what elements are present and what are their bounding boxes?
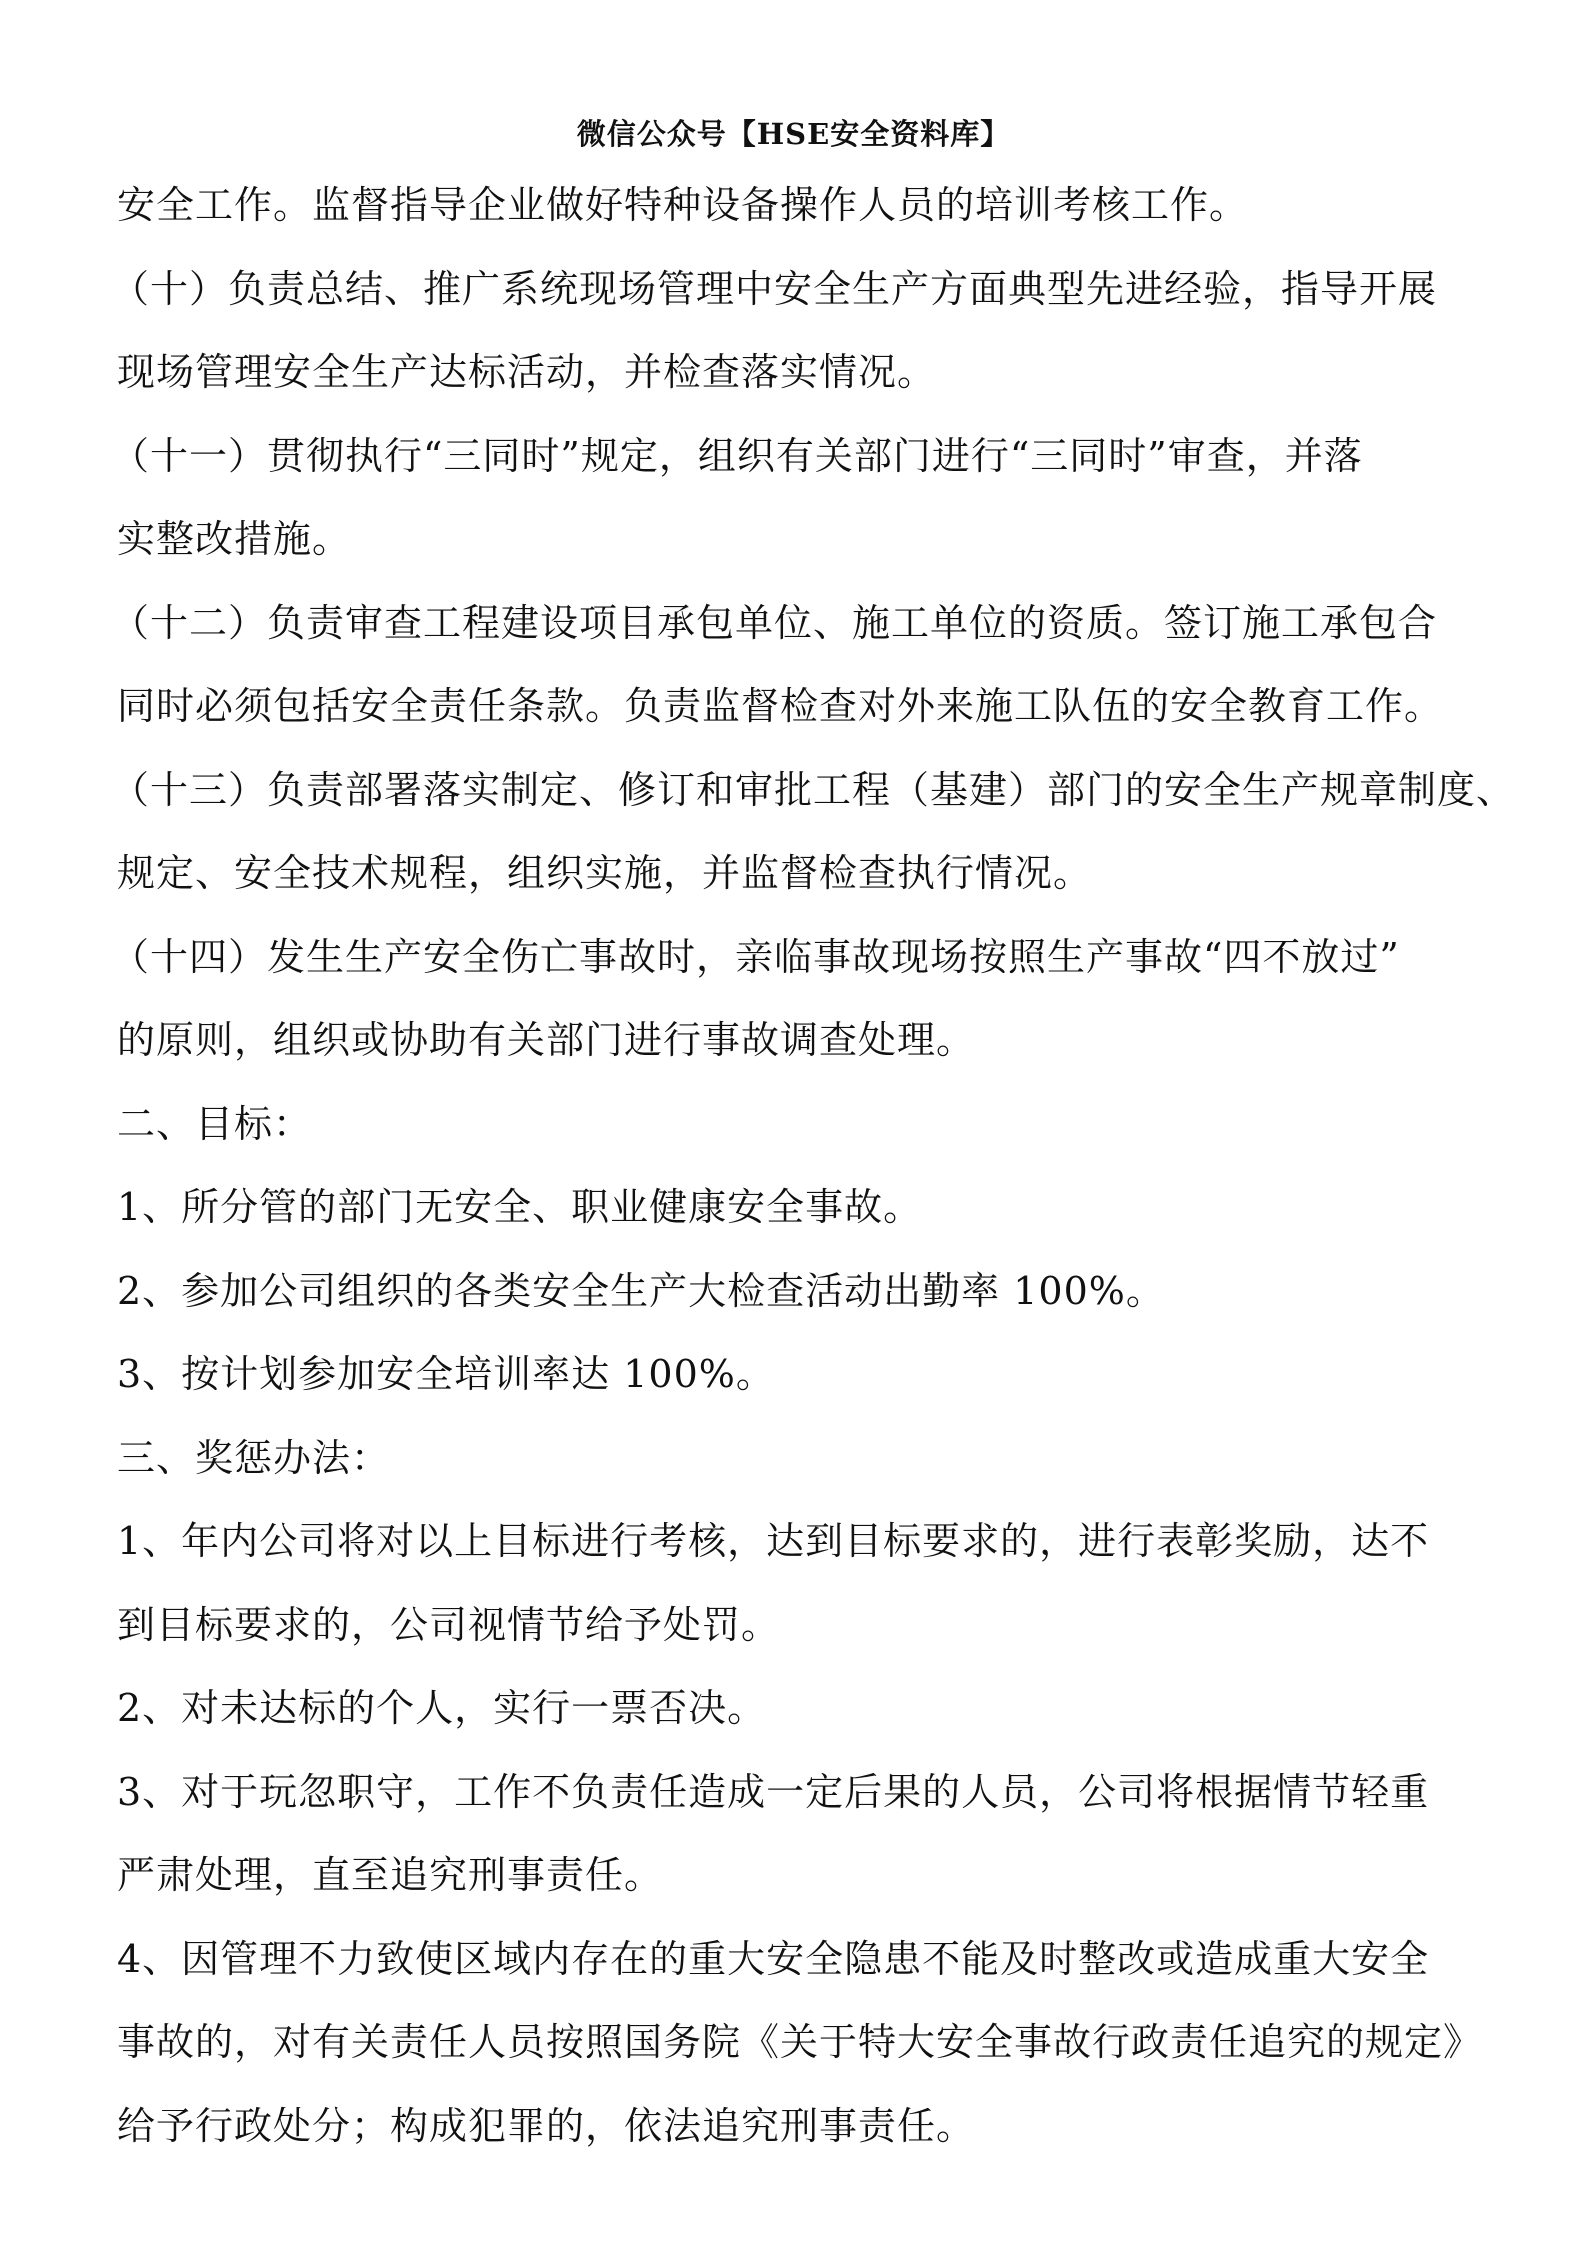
section-heading: 二、目标： [117, 1101, 313, 1146]
text-line: 给予行政处分；构成犯罪的，依法追究刑事责任。 [117, 2103, 976, 2148]
list-item: 2、参加公司组织的各类安全生产大检查活动出勤率 100%。 [117, 1268, 1165, 1313]
list-item: 3、对于玩忽职守，工作不负责任造成一定后果的人员，公司将根据情节轻重 [117, 1769, 1430, 1814]
text-line: （十一）贯彻执行“三同时”规定，组织有关部门进行“三同时”审查，并落 [111, 433, 1363, 478]
list-item: 4、因管理不力致使区域内存在的重大安全隐患不能及时整改或造成重大安全 [117, 1936, 1430, 1981]
text-line: 规定、安全技术规程，组织实施，并监督检查执行情况。 [117, 851, 1093, 895]
list-item: 1、所分管的部门无安全、职业健康安全事故。 [117, 1185, 923, 1229]
text-line: 安全工作。监督指导企业做好特种设备操作人员的培训考核工作。 [117, 183, 1249, 227]
list-item: 1、年内公司将对以上目标进行考核，达到目标要求的，进行表彰奖励，达不 [117, 1519, 1430, 1563]
text-line: 同时必须包括安全责任条款。负责监督检查对外来施工队伍的安全教育工作。 [117, 684, 1444, 728]
list-item: 2、对未达标的个人，实行一票否决。 [117, 1686, 767, 1730]
text-line: 实整改措施。 [117, 517, 352, 561]
section-heading: 三、奖惩办法： [117, 1435, 391, 1480]
text-line: 现场管理安全生产达标活动，并检查落实情况。 [117, 350, 937, 394]
list-item: 3、按计划参加安全培训率达 100%。 [117, 1352, 775, 1396]
text-line: 事故的，对有关责任人员按照国务院《关于特大安全事故行政责任追究的规定》 [117, 2020, 1483, 2064]
text-line: （十四）发生生产安全伤亡事故时，亲临事故现场按照生产事故“四不放过” [111, 934, 1400, 979]
page-header: 微信公众号【HSE安全资料库】 [576, 117, 1011, 151]
text-line: （十二）负责审查工程建设项目承包单位、施工单位的资质。签订施工承包合 [111, 600, 1438, 645]
text-line: 的原则，组织或协助有关部门进行事故调查处理。 [117, 1018, 976, 1062]
text-line: （十三）负责部署落实制定、修订和审批工程（基建）部门的安全生产规章制度、 [111, 767, 1516, 812]
document-body [111, 164, 1516, 2168]
text-line: 严肃处理，直至追究刑事责任。 [117, 1853, 664, 1897]
text-line: 到目标要求的，公司视情节给予处罚。 [117, 1602, 781, 1647]
text-line: （十）负责总结、推广系统现场管理中安全生产方面典型先进经验，指导开展 [111, 266, 1438, 311]
